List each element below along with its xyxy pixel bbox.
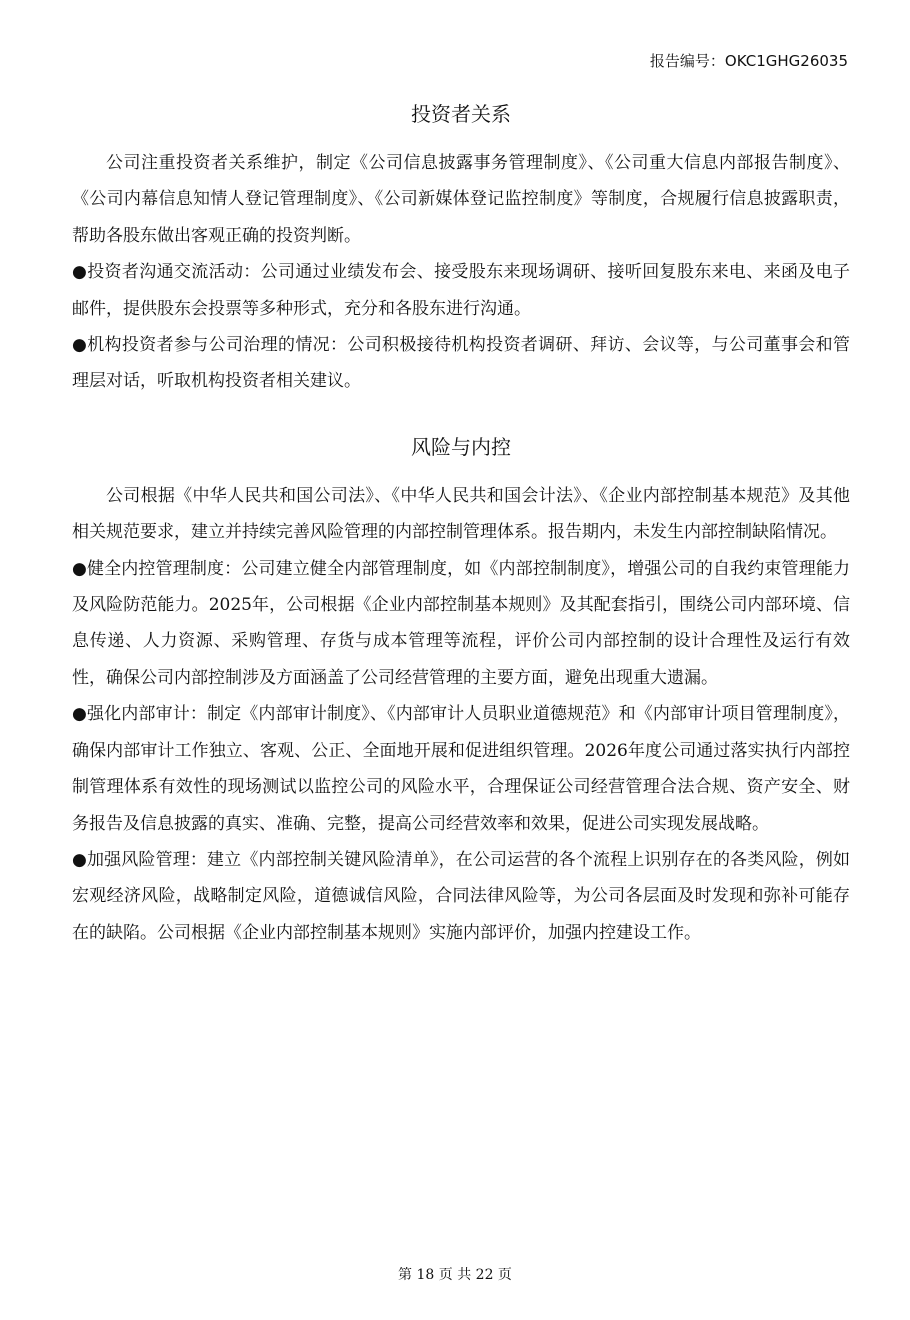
bullet-item: [72, 327, 850, 400]
bullet-item: [72, 842, 850, 951]
bullet-item: [72, 696, 850, 842]
bullet-item: [72, 551, 850, 697]
section-title-investor-relations: 投资者关系: [411, 102, 511, 126]
document-body: [72, 97, 850, 951]
section-title-risk-control: 风险与内控: [411, 434, 511, 459]
bullet-text: 机构投资者参与公司治理的情况：公司积极接待机构投资者调研、拜访、会议等，与公司董事会和管理层对话，听取机构投资者相关建议。: [72, 335, 850, 392]
bullet-icon: [72, 850, 87, 870]
bullet-text: 强化内部审计：制定《内部审计制度》、《内部审计人员职业道德规范》和《内部审计项目管理制度》，确保内部审计工作独立、客观、公正、全面地开展和促进组织管理。2026年度公司通过落实执行内部控制管理体系有效性的现场测试以监控公司的风险水平，合理保证公司经营管理合法合规、资产安全、财务报告及信息披露的真实、准确、完整，提高公司经营效率和效果，促进公司实现发展战略。: [72, 704, 850, 834]
bullet-icon: [72, 704, 87, 724]
risk-control-intro: 公司根据《中华人民共和国公司法》、《中华人民共和国会计法》、《企业内部控制基本规范》及其他相关规范要求，建立并持续完善风险管理的内部控制管理体系。报告期内，未发生内部控制缺陷情况。: [72, 485, 850, 543]
bullet-icon: [72, 262, 87, 282]
bullet-text: 加强风险管理：建立《内部控制关键风险清单》，在公司运营的各个流程上识别存在的各类风险，例如宏观经济风险，战略制定风险，道德诚信风险，合同法律风险等，为公司各层面及时发现和弥补可能存在的缺陷。公司根据《企业内部控制基本规则》实施内部评价，加强内控建设工作。: [72, 849, 850, 943]
bullet-text: 投资者沟通交流活动：公司通过业绩发布会、接受股东来现场调研、接听回复股东来电、来函及电子邮件，提供股东会投票等多种形式，充分和各股东进行沟通。: [72, 262, 850, 319]
bullet-icon: [72, 335, 87, 355]
investor-relations-intro: 公司注重投资者关系维护，制定《公司信息披露事务管理制度》、《公司重大信息内部报告制度》、《公司内幕信息知情人登记管理制度》、《公司新媒体登记监控制度》等制度，合规履行信息披露职责，帮助各股东做出客观正确的投资判断。: [72, 153, 850, 246]
report-number: 报告编号：OKC1GHG26035: [649, 52, 848, 70]
bullet-text: 健全内控管理制度：公司建立健全内部管理制度，如《内部控制制度》，增强公司的自我约束管理能力及风险防范能力。2025年，公司根据《企业内部控制基本规则》及其配套指引，围绕公司内部环境、信息传递、人力资源、采购管理、存货与成本管理等流程，评价公司内部控制的设计合理性及运行有效性，确保公司内部控制涉及方面涵盖了公司经营管理的主要方面，避免出现重大遗漏。: [72, 558, 850, 688]
page-number: 第 18 页 共 22 页: [398, 1267, 512, 1283]
bullet-item: [72, 254, 850, 327]
bullet-icon: [72, 559, 87, 579]
